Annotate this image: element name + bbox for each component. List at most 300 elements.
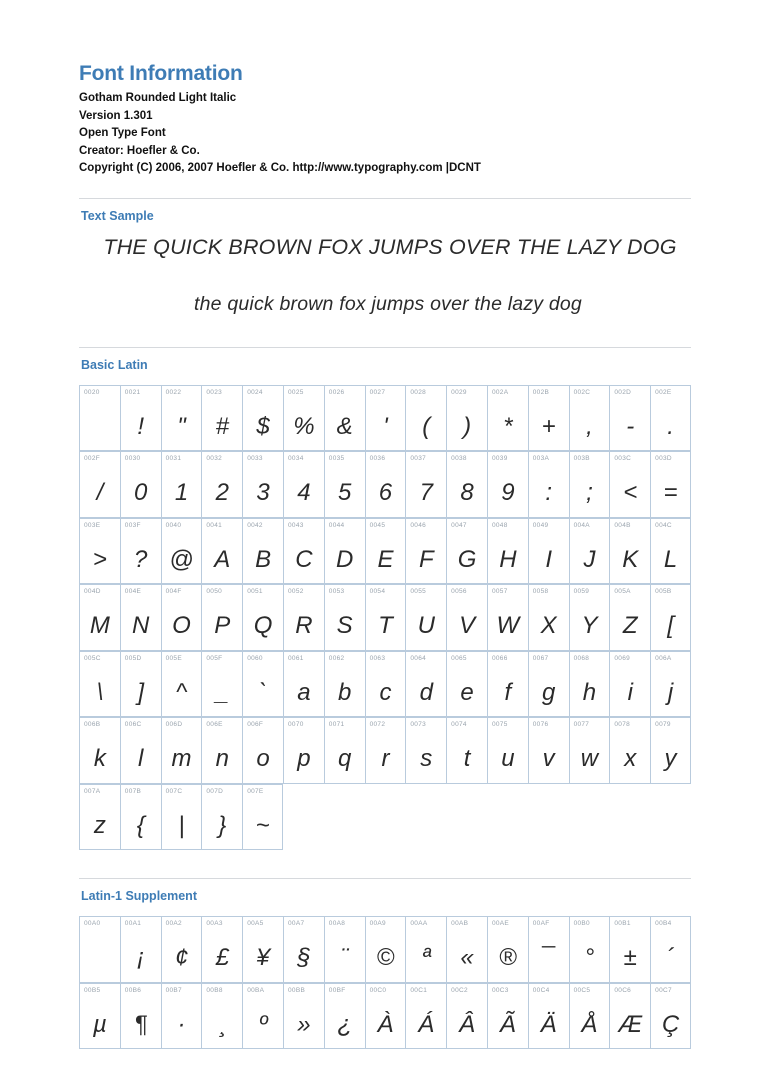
glyph-codepoint: 00C3	[491, 986, 509, 994]
glyph-cell	[79, 784, 120, 851]
glyph-codepoint: 0035	[328, 455, 345, 462]
glyph-character: º	[258, 1010, 268, 1038]
glyph-character: E	[377, 545, 394, 573]
glyph-cell	[609, 451, 650, 518]
glyph-character: g	[541, 678, 556, 706]
glyph-codepoint: 0026	[328, 388, 345, 396]
glyph-character: p	[297, 745, 311, 772]
glyph-cell	[79, 518, 120, 585]
glyph-codepoint: 00A7	[287, 920, 305, 927]
glyph-character: <	[623, 479, 638, 506]
glyph-character: *	[503, 412, 513, 440]
glyph-codepoint: 00C2	[451, 986, 468, 994]
glyph-character: u	[501, 745, 515, 772]
glyph-character: t	[463, 745, 471, 772]
glyph-codepoint: 00A5	[247, 920, 264, 927]
glyph-character: @	[169, 545, 194, 573]
glyph-cell	[446, 584, 487, 651]
glyph-character: {	[136, 811, 145, 839]
glyph-character: ¯	[542, 944, 556, 971]
glyph-character: ´	[666, 944, 675, 971]
glyph-codepoint: 0058	[532, 588, 549, 595]
glyph-codepoint: 00A1	[124, 920, 142, 927]
glyph-codepoint: 00B5	[84, 986, 101, 994]
glyph-codepoint: 0066	[491, 654, 508, 662]
glyph-cell	[79, 651, 120, 718]
glyph-character: l	[138, 745, 144, 772]
glyph-codepoint: 0064	[410, 654, 427, 662]
glyph-character: ª	[421, 944, 431, 971]
glyph-codepoint: 0030	[124, 455, 141, 462]
glyph-character: '	[383, 412, 388, 440]
glyph-character: 2	[215, 479, 229, 506]
glyph-codepoint: 006A	[655, 654, 672, 662]
glyph-character: 5	[338, 479, 352, 506]
glyph-cell	[569, 584, 610, 651]
glyph-character: Q	[253, 612, 273, 639]
glyph-cell	[120, 651, 161, 718]
glyph-codepoint: 0032	[206, 455, 223, 462]
glyph-cell	[120, 584, 161, 651]
glyph-character: j	[667, 678, 674, 706]
glyph-character: Â	[459, 1010, 476, 1038]
glyph-codepoint: 0022	[165, 388, 182, 396]
glyph-cell	[569, 451, 610, 518]
glyph-character: w	[580, 745, 599, 772]
glyph-cell	[242, 584, 283, 651]
section-text-sample	[79, 198, 691, 319]
glyph-codepoint: 0029	[451, 388, 467, 396]
glyph-character: c	[379, 678, 392, 706]
glyph-character: %	[293, 412, 315, 440]
glyph-codepoint: 0044	[328, 521, 345, 529]
glyph-codepoint: 0038	[451, 455, 467, 462]
glyph-cell	[405, 385, 446, 452]
glyph-codepoint: 0020	[84, 388, 100, 396]
glyph-cell	[242, 518, 283, 585]
glyph-cell	[609, 717, 650, 784]
glyph-character: D	[336, 545, 354, 573]
glyph-character: O	[172, 612, 191, 639]
glyph-codepoint: 00C7	[655, 986, 672, 994]
glyph-cell	[446, 385, 487, 452]
glyph-cell	[446, 717, 487, 784]
glyph-codepoint: 007B	[124, 787, 142, 795]
glyph-character: [	[667, 612, 674, 639]
glyph-codepoint: 0052	[287, 588, 304, 595]
glyph-codepoint: 00A0	[84, 920, 101, 927]
glyph-character: B	[255, 545, 272, 573]
glyph-codepoint: 00B0	[573, 920, 590, 927]
glyph-codepoint: 0053	[328, 588, 345, 595]
glyph-cell	[201, 983, 242, 1050]
glyph-codepoint: 00B1	[614, 920, 631, 927]
glyph-cell	[528, 518, 569, 585]
glyph-codepoint: 004C	[655, 521, 672, 529]
glyph-cell	[487, 451, 528, 518]
glyph-cell	[201, 518, 242, 585]
glyph-character: \	[96, 678, 104, 706]
glyph-cell	[569, 983, 610, 1050]
glyph-cell	[446, 651, 487, 718]
glyph-codepoint: 0051	[247, 588, 263, 595]
glyph-cell	[650, 385, 691, 452]
glyph-character: 6	[378, 479, 393, 506]
font-creator-line: Creator: Hoefler & Co.	[79, 144, 200, 157]
glyph-character: )	[463, 412, 472, 440]
glyph-character: X	[540, 612, 557, 639]
glyph-cell	[569, 651, 610, 718]
glyph-codepoint: 0072	[369, 721, 386, 728]
glyph-codepoint: 0049	[532, 521, 549, 529]
glyph-codepoint: 0045	[369, 521, 386, 529]
glyph-character: a	[297, 678, 311, 706]
glyph-character: ~	[255, 811, 270, 839]
font-type-line: Open Type Font	[79, 127, 166, 139]
glyph-character: 0	[134, 479, 148, 506]
glyph-cell	[120, 518, 161, 585]
glyph-codepoint: 002B	[532, 388, 550, 396]
glyph-character: ·	[177, 1010, 186, 1038]
glyph-cell	[365, 717, 406, 784]
glyph-character: =	[663, 479, 678, 506]
glyph-cell	[405, 717, 446, 784]
glyph-cell	[650, 651, 691, 718]
glyph-cell	[528, 584, 569, 651]
glyph-character: o	[256, 745, 270, 772]
glyph-cell	[283, 518, 324, 585]
glyph-character: °	[584, 944, 595, 971]
glyph-cell	[446, 983, 487, 1050]
glyph-codepoint: 002C	[573, 388, 591, 396]
glyph-cell	[405, 451, 446, 518]
glyph-character: V	[459, 612, 476, 639]
glyph-cell	[283, 451, 324, 518]
glyph-character: ¨	[340, 944, 349, 971]
glyph-cell	[201, 916, 242, 983]
glyph-codepoint: 0067	[532, 654, 549, 662]
glyph-cell	[650, 451, 691, 518]
glyph-cell	[161, 584, 202, 651]
glyph-character: y	[664, 745, 677, 772]
glyph-codepoint: 00BA	[247, 986, 265, 994]
glyph-character: µ	[92, 1010, 107, 1038]
glyph-character: 3	[256, 479, 270, 506]
glyph-codepoint: 003B	[573, 455, 590, 462]
glyph-codepoint: 0040	[165, 521, 182, 529]
glyph-codepoint: 003E	[84, 521, 101, 529]
glyph-character: 1	[174, 479, 189, 506]
glyph-codepoint: 003D	[655, 455, 672, 462]
glyph-character: `	[259, 678, 268, 706]
glyph-character: ^	[175, 678, 188, 706]
glyph-cell	[365, 451, 406, 518]
glyph-cell	[609, 518, 650, 585]
glyph-codepoint: 0025	[287, 388, 304, 396]
glyph-character: ¥	[256, 944, 270, 971]
glyph-character: F	[418, 545, 434, 573]
glyph-cell	[324, 983, 365, 1050]
glyph-cell	[242, 784, 283, 851]
font-information-header	[79, 0, 691, 178]
glyph-character: A	[214, 545, 231, 573]
glyph-codepoint: 007D	[206, 787, 224, 795]
section-title-basic-latin: Basic Latin	[81, 357, 148, 372]
glyph-codepoint: 0024	[247, 388, 263, 396]
glyph-cell	[487, 385, 528, 452]
glyph-character: S	[336, 612, 353, 639]
glyph-codepoint: 0077	[573, 721, 590, 728]
glyph-codepoint: 006B	[84, 721, 101, 728]
section-title-text-sample: Text Sample	[81, 208, 154, 223]
glyph-cell	[161, 651, 202, 718]
glyph-codepoint: 00A2	[165, 920, 182, 927]
glyph-codepoint: 0036	[369, 455, 386, 462]
glyph-character: #	[215, 412, 229, 440]
glyph-character: !	[137, 412, 145, 440]
glyph-character: m	[171, 745, 192, 772]
glyph-character: Á	[418, 1010, 435, 1038]
page-content	[79, 0, 691, 1049]
glyph-codepoint: 004F	[165, 588, 182, 595]
glyph-codepoint: 0042	[247, 521, 263, 529]
sample-lowercase: the quick brown fox jumps over the lazy dog	[194, 292, 582, 315]
glyph-cell	[650, 717, 691, 784]
glyph-cell	[79, 451, 120, 518]
glyph-character: |	[178, 811, 185, 839]
glyph-character: Å	[581, 1010, 598, 1038]
glyph-cell	[161, 916, 202, 983]
glyph-character: h	[582, 678, 597, 706]
sample-uppercase: THE QUICK BROWN FOX JUMPS OVER THE LAZY DOG	[103, 234, 677, 259]
glyph-codepoint: 006F	[247, 721, 264, 728]
glyph-codepoint: 0048	[491, 521, 508, 529]
glyph-character: }	[218, 811, 227, 839]
glyph-cell	[405, 584, 446, 651]
glyph-character: ¡	[136, 944, 145, 971]
section-basic-latin	[79, 347, 691, 851]
glyph-codepoint: 0059	[573, 588, 590, 595]
glyph-codepoint: 0065	[451, 654, 467, 662]
glyph-cell	[201, 717, 242, 784]
glyph-character: £	[215, 944, 229, 971]
glyph-character: ¸	[218, 1010, 227, 1038]
glyph-character: ©	[376, 944, 395, 971]
glyph-cell	[201, 784, 242, 851]
glyph-cell	[487, 983, 528, 1050]
glyph-character: ]	[137, 678, 145, 706]
glyph-cell	[324, 584, 365, 651]
glyph-cell	[650, 584, 691, 651]
glyph-character: H	[499, 545, 517, 573]
glyph-cell	[161, 451, 202, 518]
glyph-codepoint: 0050	[206, 588, 223, 595]
glyph-character: L	[663, 545, 678, 573]
glyph-cell	[324, 651, 365, 718]
glyph-cell	[528, 451, 569, 518]
glyph-character: W	[496, 612, 520, 639]
section-title-latin1-supplement: Latin-1 Supplement	[81, 889, 197, 903]
glyph-character: J	[583, 545, 596, 573]
glyph-codepoint: 005F	[206, 654, 223, 662]
glyph-codepoint: 004E	[124, 588, 142, 595]
glyph-character: 8	[460, 479, 474, 506]
glyph-character: .	[667, 412, 674, 440]
glyph-character: ±	[623, 944, 637, 971]
glyph-codepoint: 006E	[206, 721, 223, 728]
glyph-codepoint: 0031	[165, 455, 182, 462]
glyph-cell	[120, 983, 161, 1050]
glyph-cell	[120, 784, 161, 851]
glyph-cell	[242, 451, 283, 518]
glyph-cell	[365, 983, 406, 1050]
glyph-cell	[324, 451, 365, 518]
glyph-cell	[324, 916, 365, 983]
font-copyright-line: Copyright (C) 2006, 2007 Hoefler & Co. http://www.typography.com |DCNT	[79, 162, 481, 174]
glyph-codepoint: 00BB	[287, 986, 306, 994]
glyph-codepoint: 0054	[369, 588, 386, 595]
glyph-character: ¿	[337, 1010, 353, 1038]
glyph-character: P	[214, 612, 231, 639]
glyph-cell	[569, 518, 610, 585]
glyph-codepoint: 0034	[287, 455, 304, 462]
glyph-codepoint: 00B7	[165, 986, 182, 994]
glyph-character: G	[457, 545, 477, 573]
section-latin1-supplement	[79, 878, 691, 1049]
glyph-codepoint: 007C	[165, 787, 183, 795]
glyph-codepoint: 00C0	[369, 986, 387, 994]
font-name-line: Gotham Rounded Light Italic	[79, 92, 237, 104]
glyph-cell	[242, 916, 283, 983]
glyph-codepoint: 0060	[247, 654, 263, 662]
glyph-character: &	[336, 412, 353, 440]
glyph-character: Ã	[499, 1010, 516, 1038]
glyph-codepoint: 005B	[655, 588, 672, 595]
glyph-codepoint: 0076	[532, 721, 549, 728]
glyph-character: x	[624, 745, 637, 772]
glyph-character: Æ	[618, 1010, 643, 1038]
glyph-character: Z	[622, 612, 638, 639]
glyph-cell	[120, 385, 161, 452]
glyph-cell	[365, 385, 406, 452]
glyph-cell	[242, 651, 283, 718]
glyph-codepoint: 004B	[614, 521, 631, 529]
glyph-cell	[405, 983, 446, 1050]
glyph-codepoint: 004A	[573, 521, 590, 529]
glyph-character: /	[96, 479, 104, 506]
glyph-codepoint: 0069	[614, 654, 631, 662]
glyph-codepoint: 007A	[84, 787, 101, 795]
glyph-codepoint: 005A	[614, 588, 631, 595]
glyph-character: e	[460, 678, 474, 706]
glyph-character: >	[92, 545, 107, 573]
glyph-codepoint: 00C5	[573, 986, 591, 994]
glyph-character	[80, 404, 120, 450]
glyph-cell	[609, 584, 650, 651]
glyph-character: À	[377, 1010, 394, 1038]
glyph-character: K	[622, 545, 639, 573]
glyph-codepoint: 0023	[206, 388, 223, 396]
glyph-character: U	[417, 612, 435, 639]
glyph-character: Ä	[540, 1010, 557, 1038]
glyph-codepoint: 003F	[124, 521, 141, 529]
glyph-character: 7	[419, 479, 433, 506]
glyph-cell	[79, 385, 120, 452]
glyph-cell	[405, 518, 446, 585]
glyph-cell	[569, 385, 610, 452]
glyph-character: k	[93, 745, 106, 772]
glyph-codepoint: 0028	[410, 388, 427, 396]
glyph-cell	[569, 717, 610, 784]
glyph-codepoint: 005C	[84, 654, 101, 662]
glyph-cell	[161, 983, 202, 1050]
glyph-codepoint: 0079	[655, 721, 671, 728]
glyph-codepoint: 0068	[573, 654, 590, 662]
glyph-cell	[161, 385, 202, 452]
glyph-cell	[242, 385, 283, 452]
glyph-cell	[528, 717, 569, 784]
glyph-character	[80, 935, 120, 981]
glyph-cell	[365, 651, 406, 718]
glyph-cell	[609, 651, 650, 718]
glyph-grid-latin1-supplement	[79, 916, 691, 1049]
glyph-cell	[405, 651, 446, 718]
glyph-cell	[161, 717, 202, 784]
glyph-character: q	[338, 745, 352, 772]
glyph-character: +	[541, 412, 556, 440]
glyph-cell	[609, 916, 650, 983]
glyph-character: Y	[581, 612, 598, 639]
glyph-character: 9	[501, 479, 515, 506]
glyph-codepoint: 0055	[410, 588, 427, 595]
glyph-codepoint: 0041	[206, 521, 223, 529]
glyph-codepoint: 0027	[369, 388, 386, 396]
glyph-codepoint: 0047	[451, 521, 467, 529]
glyph-character: «	[460, 944, 474, 971]
glyph-cell	[120, 916, 161, 983]
glyph-codepoint: 00A9	[369, 920, 386, 927]
glyph-codepoint: 00AA	[410, 920, 428, 927]
glyph-grid-basic-latin	[79, 385, 691, 851]
glyph-codepoint: 0074	[451, 721, 467, 728]
glyph-cell	[242, 983, 283, 1050]
glyph-codepoint: 0056	[451, 588, 467, 595]
glyph-cell	[283, 651, 324, 718]
glyph-character: ®	[499, 944, 517, 971]
glyph-cell	[528, 651, 569, 718]
glyph-cell	[324, 717, 365, 784]
glyph-codepoint: 0062	[328, 654, 345, 662]
glyph-cell	[365, 584, 406, 651]
glyph-cell	[365, 518, 406, 585]
glyph-character: ¢	[174, 944, 189, 971]
glyph-codepoint: 004D	[84, 588, 101, 595]
glyph-character: ?	[134, 545, 148, 573]
glyph-cell	[201, 584, 242, 651]
glyph-cell	[609, 983, 650, 1050]
glyph-character: _	[215, 678, 229, 706]
glyph-codepoint: 002F	[84, 455, 101, 462]
glyph-cell	[650, 916, 691, 983]
page-title: Font Information	[79, 62, 243, 85]
glyph-codepoint: 003C	[614, 455, 632, 462]
text-sample-block	[79, 224, 691, 319]
glyph-cell	[79, 584, 120, 651]
glyph-cell	[201, 385, 242, 452]
glyph-character: 4	[297, 479, 311, 506]
glyph-cell	[487, 717, 528, 784]
glyph-cell	[487, 916, 528, 983]
